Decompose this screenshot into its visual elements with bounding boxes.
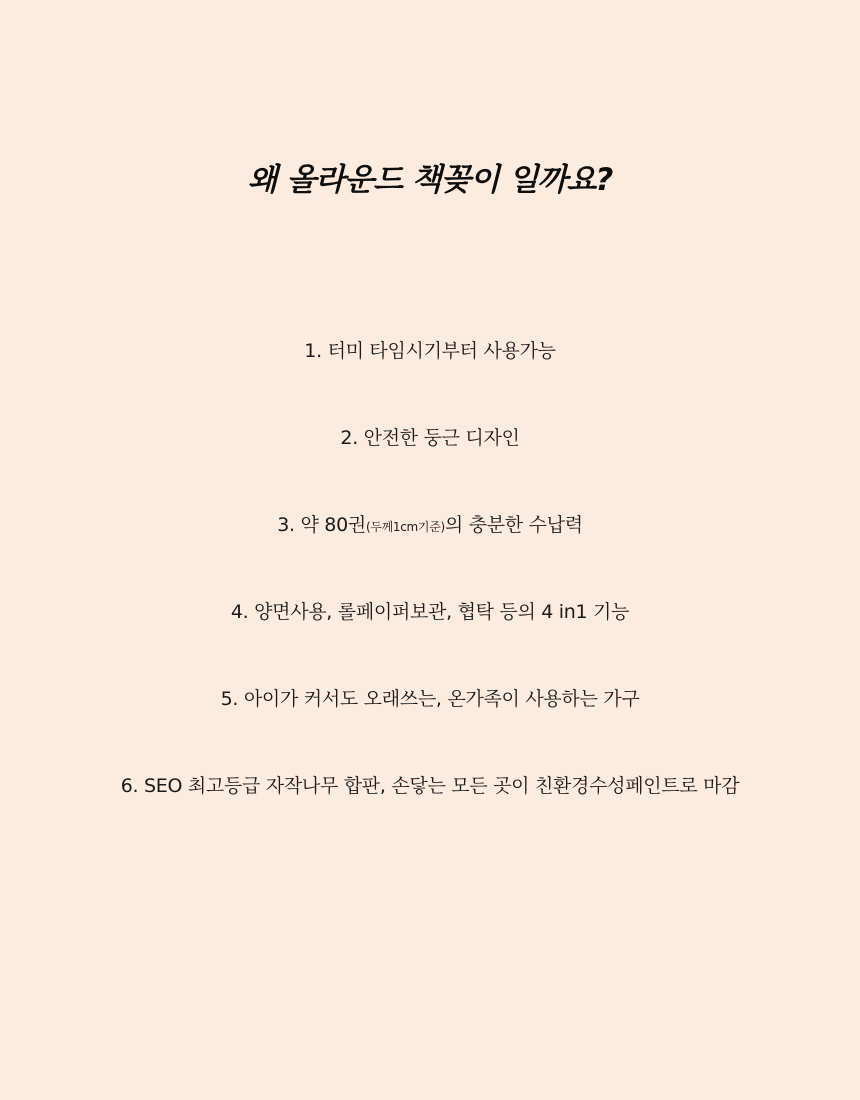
feature-note: (두께1cm기준) <box>365 520 445 534</box>
feature-text: 4. 양면사용, 롤페이퍼보관, 협탁 등의 4 in1 기능 <box>230 601 630 623</box>
feature-item-2 <box>0 421 860 508</box>
feature-text: 6. SEO 최고등급 자작나무 합판, 손닿는 모든 곳이 친환경수성페인트로 마감 <box>120 775 740 797</box>
feature-item-5 <box>0 682 860 769</box>
page-title: 왜 올라운드 책꽂이 일까요? <box>247 162 613 198</box>
feature-text: 의 충분한 수납력 <box>444 514 583 536</box>
feature-item-3 <box>0 508 860 595</box>
feature-list <box>0 334 860 856</box>
feature-text: 5. 아이가 커서도 오래쓰는, 온가족이 사용하는 가구 <box>220 688 640 710</box>
feature-text: 2. 안전한 둥근 디자인 <box>340 427 520 449</box>
feature-item-1 <box>0 334 860 421</box>
feature-item-4 <box>0 595 860 682</box>
feature-item-6 <box>0 769 860 856</box>
feature-text: 3. 약 80권 <box>277 514 366 536</box>
feature-text: 1. 터미 타임시기부터 사용가능 <box>304 340 556 362</box>
